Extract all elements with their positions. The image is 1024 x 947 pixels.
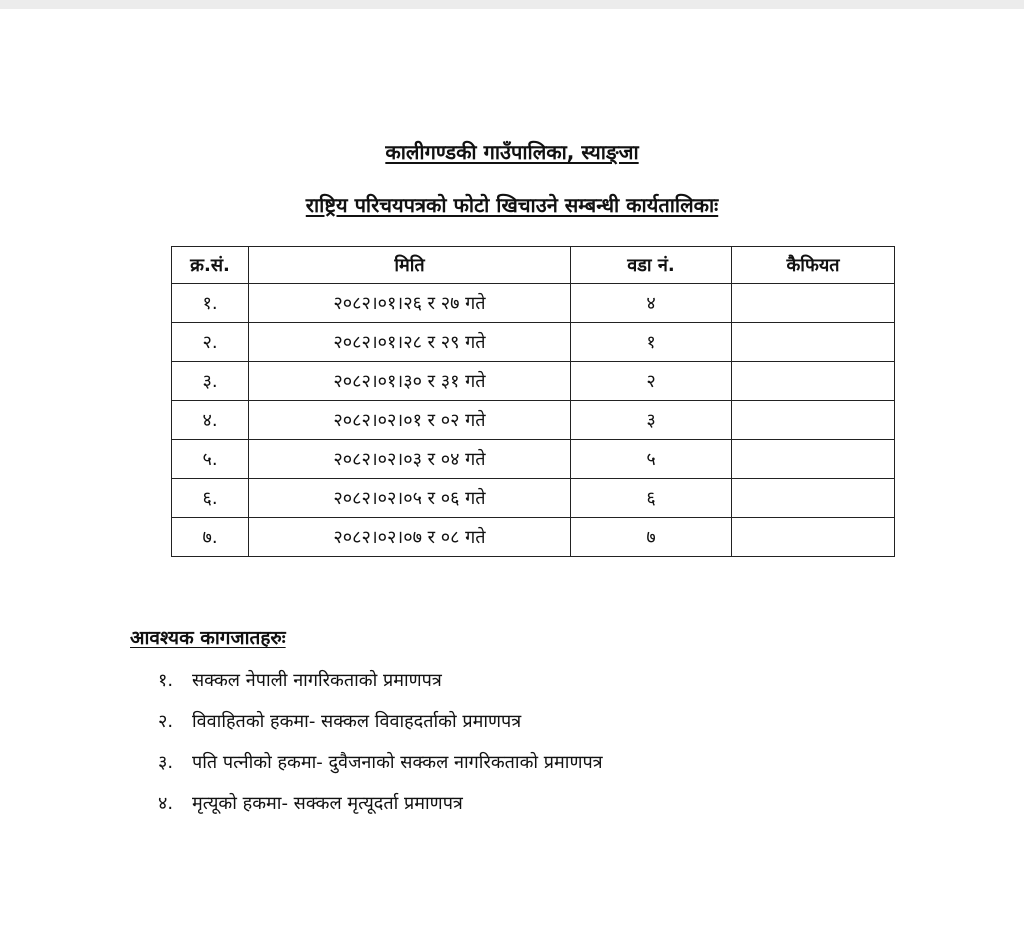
cell-serial: ४. [172,401,249,440]
cell-date: २०८२।०१।२८ र २९ गते [249,323,571,362]
cell-date: २०८२।०१।२६ र २७ गते [249,284,571,323]
document-title: कालीगण्डकी गाउँपालिका, स्याङ्जा [385,140,639,164]
table-header-row [172,247,895,284]
cell-remarks [732,479,895,518]
cell-remarks [732,323,895,362]
top-strip [0,0,1024,9]
list-item-text: विवाहितको हकमा- सक्कल विवाहदर्ताको प्रमाणपत्र [192,711,522,732]
header-ward: वडा नं. [571,247,732,284]
cell-serial: ५. [172,440,249,479]
cell-date: २०८२।०२।०१ र ०२ गते [249,401,571,440]
requirements-heading: आवश्यक कागजातहरुः [130,627,286,649]
cell-serial: ३. [172,362,249,401]
header-serial: क्र.सं. [172,247,249,284]
list-item-text: मृत्यूको हकमा- सक्कल मृत्यूदर्ता प्रमाणपत्र [192,793,463,814]
list-item [158,750,603,791]
list-item-number: २. [158,711,174,732]
list-item-number: १. [158,670,174,691]
document-subtitle: राष्ट्रिय परिचयपत्रको फोटो खिचाउने सम्बन्धी कार्यतालिकाः [305,193,719,217]
cell-remarks [732,440,895,479]
cell-remarks [732,401,895,440]
table-row [172,479,895,518]
header-date: मिति [249,247,571,284]
list-item [158,791,603,832]
header-remarks: कैफियत [732,247,895,284]
cell-remarks [732,362,895,401]
table-row [172,440,895,479]
table-row [172,518,895,557]
cell-date: २०८२।०२।०५ र ०६ गते [249,479,571,518]
cell-serial: २. [172,323,249,362]
cell-serial: ६. [172,479,249,518]
cell-ward: ७ [571,518,732,557]
cell-remarks [732,284,895,323]
table-row [172,323,895,362]
table-row [172,401,895,440]
schedule-table [171,246,895,557]
cell-ward: २ [571,362,732,401]
cell-serial: ७. [172,518,249,557]
list-item-text: सक्कल नेपाली नागरिकताको प्रमाणपत्र [192,670,442,691]
cell-ward: ३ [571,401,732,440]
table-row [172,362,895,401]
cell-date: २०८२।०२।०७ र ०८ गते [249,518,571,557]
cell-date: २०८२।०२।०३ र ०४ गते [249,440,571,479]
cell-remarks [732,518,895,557]
cell-ward: ४ [571,284,732,323]
requirements-list [158,668,603,832]
list-item-number: ३. [158,752,174,773]
cell-ward: ५ [571,440,732,479]
list-item-text: पति पत्नीको हकमा- दुवैजनाको सक्कल नागरिकताको प्रमाणपत्र [192,752,603,773]
cell-serial: १. [172,284,249,323]
cell-date: २०८२।०१।३० र ३१ गते [249,362,571,401]
list-item [158,709,603,750]
table-row [172,284,895,323]
list-item-number: ४. [158,793,174,814]
cell-ward: ६ [571,479,732,518]
list-item [158,668,603,709]
cell-ward: १ [571,323,732,362]
